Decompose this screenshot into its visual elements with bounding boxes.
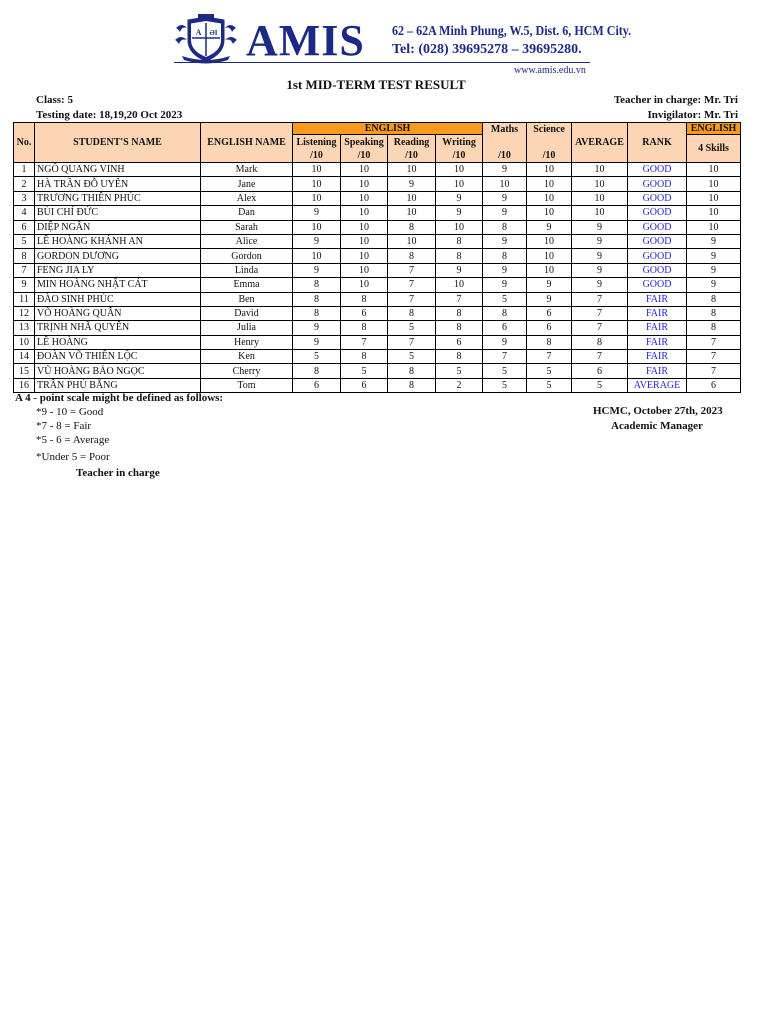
science-score: 10: [527, 234, 572, 248]
writing-score: 9: [436, 263, 483, 277]
speaking-score: 8: [341, 321, 388, 335]
science-score: 10: [527, 249, 572, 263]
row-number: 7: [14, 263, 35, 277]
header-rank: RANK: [628, 123, 687, 163]
average-score: 10: [572, 177, 628, 191]
rank-label: FAIR: [628, 306, 687, 320]
reading-score: 8: [388, 364, 436, 378]
listening-score: 8: [293, 364, 341, 378]
writing-score: 6: [436, 335, 483, 349]
four-skills-score: 10: [687, 191, 741, 205]
row-number: 1: [14, 163, 35, 177]
maths-score: 9: [483, 163, 527, 177]
header-english-group: ENGLISH: [293, 123, 483, 135]
rank-label: GOOD: [628, 249, 687, 263]
header-writing: [436, 135, 483, 163]
speaking-score: 10: [341, 234, 388, 248]
english-name: Cherry: [201, 364, 293, 378]
listening-score: 10: [293, 163, 341, 177]
maths-score: 5: [483, 292, 527, 306]
four-skills-score: 10: [687, 163, 741, 177]
table-row: [14, 364, 741, 378]
teacher-signature-label: Teacher in charge: [76, 467, 160, 479]
row-number: 2: [14, 177, 35, 191]
average-score: 9: [572, 220, 628, 234]
student-name: LÊ HOÀNG: [35, 335, 201, 349]
four-skills-score: 7: [687, 335, 741, 349]
class-info: Class: 5: [36, 94, 73, 106]
writing-score: 9: [436, 191, 483, 205]
school-crest-logo: [172, 14, 240, 64]
english-name: Henry: [201, 335, 293, 349]
english-name: Mark: [201, 163, 293, 177]
student-name: MIN HOÀNG NHẬT CÁT: [35, 278, 201, 292]
four-skills-score: 7: [687, 350, 741, 364]
results-body: [14, 163, 741, 393]
speaking-score: 10: [341, 263, 388, 277]
reading-score: 8: [388, 220, 436, 234]
science-score: 7: [527, 350, 572, 364]
svg-text:ƏI: ƏI: [209, 29, 218, 37]
scale-item: *Under 5 = Poor: [36, 451, 110, 463]
english-name: Ken: [201, 350, 293, 364]
rank-label: FAIR: [628, 321, 687, 335]
average-score: 10: [572, 206, 628, 220]
listening-score: 9: [293, 206, 341, 220]
writing-score: 8: [436, 321, 483, 335]
table-row: [14, 234, 741, 248]
english-name: Emma: [201, 278, 293, 292]
listening-score: 10: [293, 220, 341, 234]
average-score: 8: [572, 335, 628, 349]
student-name: NGÔ QUANG VINH: [35, 163, 201, 177]
svg-text:A: A: [195, 28, 202, 37]
maths-score: 8: [483, 249, 527, 263]
speaking-score: 10: [341, 206, 388, 220]
listening-score: 8: [293, 278, 341, 292]
science-score: 10: [527, 177, 572, 191]
speaking-score: 10: [341, 163, 388, 177]
writing-score: 8: [436, 249, 483, 263]
rank-label: GOOD: [628, 263, 687, 277]
science-score: 9: [527, 220, 572, 234]
results-table: [13, 122, 741, 393]
row-number: 13: [14, 321, 35, 335]
average-score: 10: [572, 163, 628, 177]
reading-out-of: /10: [405, 149, 418, 161]
four-skills-score: 8: [687, 306, 741, 320]
writing-score: 2: [436, 378, 483, 392]
row-number: 11: [14, 292, 35, 306]
science-score: 5: [527, 364, 572, 378]
rank-label: GOOD: [628, 191, 687, 205]
listening-score: 9: [293, 234, 341, 248]
student-name: VŨ HOÀNG BẢO NGỌC: [35, 364, 201, 378]
rank-label: GOOD: [628, 220, 687, 234]
reading-score: 10: [388, 191, 436, 205]
header-no: No.: [14, 123, 35, 163]
writing-score: 8: [436, 306, 483, 320]
english-name: Jane: [201, 177, 293, 191]
speaking-score: 6: [341, 378, 388, 392]
average-score: 7: [572, 306, 628, 320]
writing-score: 10: [436, 278, 483, 292]
student-name: DIỆP NGÂN: [35, 220, 201, 234]
science-score: 10: [527, 206, 572, 220]
rank-label: FAIR: [628, 350, 687, 364]
four-skills-score: 9: [687, 249, 741, 263]
testing-date: Testing date: 18,19,20 Oct 2023: [36, 109, 183, 121]
listening-out-of: /10: [310, 149, 323, 161]
writing-label: Writing: [442, 136, 476, 148]
table-row: [14, 206, 741, 220]
maths-score: 7: [483, 350, 527, 364]
maths-score: 9: [483, 206, 527, 220]
average-score: 9: [572, 278, 628, 292]
brand-name: AMIS: [246, 16, 365, 65]
row-number: 4: [14, 206, 35, 220]
school-header: [0, 0, 768, 80]
maths-score: 6: [483, 321, 527, 335]
english-name: David: [201, 306, 293, 320]
table-row: [14, 321, 741, 335]
science-score: 10: [527, 163, 572, 177]
maths-score: 9: [483, 335, 527, 349]
four-skills-score: 10: [687, 206, 741, 220]
invigilator: Invigilator: Mr. Tri: [647, 109, 738, 121]
header-english-name: ENGLISH NAME: [201, 123, 293, 163]
average-score: 7: [572, 292, 628, 306]
reading-score: 10: [388, 234, 436, 248]
header-listening: [293, 135, 341, 163]
header-reading: [388, 135, 436, 163]
listening-score: 10: [293, 249, 341, 263]
page-title: 1st MID-TERM TEST RESULT: [286, 77, 466, 92]
rank-label: FAIR: [628, 292, 687, 306]
maths-score: 10: [483, 177, 527, 191]
maths-score: 8: [483, 220, 527, 234]
speaking-score: 10: [341, 220, 388, 234]
table-row: [14, 335, 741, 349]
student-name: LÊ HOÀNG KHÁNH AN: [35, 234, 201, 248]
reading-score: 5: [388, 321, 436, 335]
science-out-of: /10: [542, 150, 556, 161]
row-number: 10: [14, 335, 35, 349]
reading-score: 8: [388, 306, 436, 320]
four-skills-score: 9: [687, 278, 741, 292]
maths-score: 9: [483, 191, 527, 205]
student-name: HÀ TRẦN ĐỖ UYÊN: [35, 177, 201, 191]
four-skills-score: 6: [687, 378, 741, 392]
scale-title: A 4 - point scale might be defined as follows:: [15, 392, 224, 404]
science-label: Science: [533, 124, 565, 135]
header-science: [527, 123, 572, 163]
row-number: 3: [14, 191, 35, 205]
english-name: Alex: [201, 191, 293, 205]
english-name: Alice: [201, 234, 293, 248]
maths-score: 9: [483, 234, 527, 248]
listening-score: 8: [293, 306, 341, 320]
maths-out-of: /10: [498, 150, 511, 161]
student-name: ĐOÀN VÕ THIÊN LỘC: [35, 350, 201, 364]
four-skills-score: 8: [687, 321, 741, 335]
four-skills-score: 9: [687, 263, 741, 277]
writing-score: 8: [436, 234, 483, 248]
table-row: [14, 263, 741, 277]
average-score: 10: [572, 191, 628, 205]
header-four-skills: 4 Skills: [687, 135, 741, 163]
reading-score: 7: [388, 292, 436, 306]
english-name: Ben: [201, 292, 293, 306]
row-number: 16: [14, 378, 35, 392]
teacher-in-charge: Teacher in charge: Mr. Tri: [613, 94, 738, 106]
table-row: [14, 163, 741, 177]
science-score: 6: [527, 306, 572, 320]
writing-score: 10: [436, 220, 483, 234]
row-number: 14: [14, 350, 35, 364]
table-row: [14, 378, 741, 392]
listening-score: 10: [293, 177, 341, 191]
row-number: 5: [14, 234, 35, 248]
listening-score: 6: [293, 378, 341, 392]
scale-item: *7 - 8 = Fair: [36, 420, 92, 432]
maths-score: 9: [483, 263, 527, 277]
table-row: [14, 306, 741, 320]
header-average: AVERAGE: [572, 123, 628, 163]
reading-score: 10: [388, 206, 436, 220]
speaking-score: 8: [341, 292, 388, 306]
rank-label: GOOD: [628, 278, 687, 292]
rank-label: FAIR: [628, 364, 687, 378]
table-row: [14, 278, 741, 292]
reading-score: 10: [388, 163, 436, 177]
science-score: 10: [527, 263, 572, 277]
science-score: 9: [527, 292, 572, 306]
row-number: 6: [14, 220, 35, 234]
science-score: 8: [527, 335, 572, 349]
header-maths: [483, 123, 527, 163]
maths-label: Maths: [490, 124, 519, 135]
reading-score: 7: [388, 263, 436, 277]
academic-manager-label: Academic Manager: [611, 420, 703, 432]
school-website: www.amis.edu.vn: [514, 65, 586, 76]
maths-score: 5: [483, 364, 527, 378]
student-name: GORDON DƯƠNG: [35, 249, 201, 263]
school-phone: Tel: (028) 39695278 – 39695280.: [392, 42, 582, 57]
english-name: Sarah: [201, 220, 293, 234]
speaking-score: 6: [341, 306, 388, 320]
row-number: 8: [14, 249, 35, 263]
writing-out-of: /10: [452, 149, 466, 161]
science-score: 9: [527, 278, 572, 292]
listening-score: 9: [293, 321, 341, 335]
student-name: TRẦN PHÚ BẰNG: [35, 378, 201, 392]
speaking-label: Speaking: [344, 136, 384, 148]
science-score: 10: [527, 191, 572, 205]
writing-score: 7: [436, 292, 483, 306]
reading-score: 8: [388, 249, 436, 263]
school-address: 62 – 62A Minh Phung, W.5, Dist. 6, HCM City.: [392, 24, 632, 39]
speaking-out-of: /10: [357, 149, 371, 161]
writing-score: 10: [436, 163, 483, 177]
speaking-score: 10: [341, 191, 388, 205]
speaking-score: 10: [341, 177, 388, 191]
english-name: Gordon: [201, 249, 293, 263]
average-score: 7: [572, 350, 628, 364]
average-score: 9: [572, 263, 628, 277]
writing-score: 10: [436, 177, 483, 191]
average-score: 9: [572, 234, 628, 248]
table-row: [14, 249, 741, 263]
rank-label: GOOD: [628, 177, 687, 191]
maths-score: 9: [483, 278, 527, 292]
average-score: 6: [572, 364, 628, 378]
listening-score: 9: [293, 263, 341, 277]
english-name: Dan: [201, 206, 293, 220]
reading-score: 8: [388, 378, 436, 392]
writing-score: 8: [436, 350, 483, 364]
student-name: VÕ HOÀNG QUÂN: [35, 306, 201, 320]
speaking-score: 5: [341, 364, 388, 378]
writing-score: 9: [436, 206, 483, 220]
listening-score: 8: [293, 292, 341, 306]
science-score: 5: [527, 378, 572, 392]
student-name: ĐÀO SINH PHÚC: [35, 292, 201, 306]
listening-score: 10: [293, 191, 341, 205]
table-row: [14, 177, 741, 191]
student-name: TRỊNH NHÃ QUYÊN: [35, 321, 201, 335]
rank-label: AVERAGE: [628, 378, 687, 392]
listening-label: Listening: [296, 136, 337, 148]
average-score: 5: [572, 378, 628, 392]
reading-score: 7: [388, 335, 436, 349]
speaking-score: 7: [341, 335, 388, 349]
header-student-name: STUDENT'S NAME: [35, 123, 201, 163]
writing-score: 5: [436, 364, 483, 378]
english-name: Julia: [201, 321, 293, 335]
row-number: 15: [14, 364, 35, 378]
speaking-score: 8: [341, 350, 388, 364]
reading-score: 7: [388, 278, 436, 292]
rank-label: GOOD: [628, 206, 687, 220]
table-row: [14, 350, 741, 364]
reading-score: 5: [388, 350, 436, 364]
scale-item: *9 - 10 = Good: [36, 406, 104, 418]
row-number: 9: [14, 278, 35, 292]
average-score: 7: [572, 321, 628, 335]
rank-label: GOOD: [628, 163, 687, 177]
speaking-score: 10: [341, 278, 388, 292]
four-skills-score: 8: [687, 292, 741, 306]
maths-score: 8: [483, 306, 527, 320]
table-row: [14, 292, 741, 306]
reading-score: 9: [388, 177, 436, 191]
row-number: 12: [14, 306, 35, 320]
listening-score: 5: [293, 350, 341, 364]
four-skills-score: 10: [687, 220, 741, 234]
table-row: [14, 191, 741, 205]
science-score: 6: [527, 321, 572, 335]
english-name: Tom: [201, 378, 293, 392]
table-row: [14, 220, 741, 234]
header-speaking: [341, 135, 388, 163]
maths-score: 5: [483, 378, 527, 392]
listening-score: 9: [293, 335, 341, 349]
reading-label: Reading: [393, 136, 430, 148]
header-divider: [174, 62, 590, 63]
four-skills-score: 10: [687, 177, 741, 191]
four-skills-score: 9: [687, 234, 741, 248]
speaking-score: 10: [341, 249, 388, 263]
student-name: TRƯƠNG THIÊN PHÚC: [35, 191, 201, 205]
rank-label: FAIR: [628, 335, 687, 349]
header-english-top: ENGLISH: [687, 123, 741, 135]
average-score: 9: [572, 249, 628, 263]
report-date: HCMC, October 27th, 2023: [593, 405, 723, 417]
english-name: Linda: [201, 263, 293, 277]
rank-label: GOOD: [628, 234, 687, 248]
scale-item: *5 - 6 = Average: [36, 434, 110, 446]
four-skills-score: 7: [687, 364, 741, 378]
student-name: FENG JIA LY: [35, 263, 201, 277]
student-name: BÙI CHÍ ĐỨC: [35, 206, 201, 220]
